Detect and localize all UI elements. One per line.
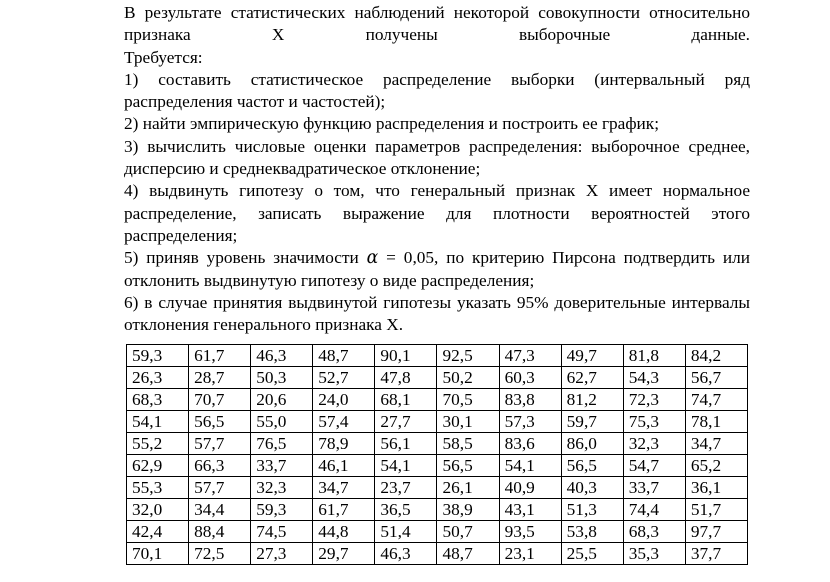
- table-cell: 26,3: [127, 367, 189, 389]
- table-cell: 61,7: [313, 499, 375, 521]
- task-4: 4) выдвинуть гипотезу о том, что генеральный признак X имеет нормальное распределение, записать выражение для плотности вероятностей этого распределения;: [124, 181, 750, 245]
- table-cell: 48,7: [313, 345, 375, 367]
- table-cell: 53,8: [561, 521, 623, 543]
- table-cell: 56,5: [437, 455, 499, 477]
- table-cell: 68,3: [623, 521, 685, 543]
- table-cell: 27,7: [375, 411, 437, 433]
- table-cell: 78,9: [313, 433, 375, 455]
- table-cell: 49,7: [561, 345, 623, 367]
- table-cell: 72,3: [623, 389, 685, 411]
- table-cell: 42,4: [127, 521, 189, 543]
- table-cell: 20,6: [251, 389, 313, 411]
- table-cell: 46,3: [375, 543, 437, 565]
- table-cell: 86,0: [561, 433, 623, 455]
- table-cell: 32,0: [127, 499, 189, 521]
- table-cell: 40,3: [561, 477, 623, 499]
- table-cell: 56,1: [375, 433, 437, 455]
- table-cell: 55,3: [127, 477, 189, 499]
- table-cell: 36,5: [375, 499, 437, 521]
- table-cell: 68,3: [127, 389, 189, 411]
- table-cell: 34,7: [313, 477, 375, 499]
- table-cell: 84,2: [685, 345, 747, 367]
- table-cell: 83,8: [499, 389, 561, 411]
- intro-paragraph: В результате статистических наблюдений некоторой совокупности относительно признака X получены выборочные данные.: [124, 3, 750, 45]
- table-cell: 83,6: [499, 433, 561, 455]
- table-cell: 50,7: [437, 521, 499, 543]
- table-cell: 57,7: [189, 433, 251, 455]
- table-cell: 50,2: [437, 367, 499, 389]
- table-cell: 57,4: [313, 411, 375, 433]
- table-cell: 43,1: [499, 499, 561, 521]
- table-cell: 60,3: [499, 367, 561, 389]
- table-row: [127, 411, 748, 433]
- table-cell: 48,7: [437, 543, 499, 565]
- task-3: 3) вычислить числовые оценки параметров распределения: выборочное среднее, дисперсию и среднеквадратическое отклонение;: [124, 136, 750, 179]
- task-1: 1) составить статистическое распределение выборки (интервальный ряд распределения частот и частостей);: [124, 69, 750, 112]
- table-cell: 28,7: [189, 367, 251, 389]
- table-row: [127, 521, 748, 543]
- table-cell: 54,1: [127, 411, 189, 433]
- table-cell: 52,7: [313, 367, 375, 389]
- table-row: [127, 345, 748, 367]
- task-5-suffix: , по критерию Пирсона подтвердить или отклонить выдвинутую гипотезу о виде распределения;: [124, 248, 750, 290]
- table-cell: 30,1: [437, 411, 499, 433]
- table-cell: 57,3: [499, 411, 561, 433]
- table-cell: 34,7: [685, 433, 747, 455]
- sample-data-table: [126, 344, 748, 565]
- table-cell: 26,1: [437, 477, 499, 499]
- table-cell: 81,8: [623, 345, 685, 367]
- table-cell: 68,1: [375, 389, 437, 411]
- table-cell: 57,7: [189, 477, 251, 499]
- table-cell: 33,7: [251, 455, 313, 477]
- task-6: 6) в случае принятия выдвинутой гипотезы указать 95% доверительные интервалы отклонения генерального признака X.: [124, 292, 750, 335]
- table-cell: 32,3: [623, 433, 685, 455]
- table-cell: 56,5: [189, 411, 251, 433]
- table-cell: 93,5: [499, 521, 561, 543]
- table-cell: 92,5: [437, 345, 499, 367]
- table-cell: 51,7: [685, 499, 747, 521]
- table-cell: 59,3: [127, 345, 189, 367]
- table-cell: 37,7: [685, 543, 747, 565]
- table-cell: 50,3: [251, 367, 313, 389]
- table-cell: 74,5: [251, 521, 313, 543]
- alpha-value: = 0,05: [378, 248, 435, 268]
- table-row: [127, 455, 748, 477]
- sample-data-body: [127, 345, 748, 565]
- table-cell: 70,5: [437, 389, 499, 411]
- table-cell: 27,3: [251, 543, 313, 565]
- task-2: 2) найти эмпирическую функцию распределения и построить ее график;: [124, 114, 659, 134]
- table-cell: 61,7: [189, 345, 251, 367]
- table-cell: 51,4: [375, 521, 437, 543]
- table-cell: 58,5: [437, 433, 499, 455]
- required-label: Требуется:: [124, 47, 203, 67]
- table-cell: 75,3: [623, 411, 685, 433]
- table-cell: 70,1: [127, 543, 189, 565]
- table-cell: 74,7: [685, 389, 747, 411]
- table-row: [127, 543, 748, 565]
- table-cell: 55,0: [251, 411, 313, 433]
- table-cell: 54,7: [623, 455, 685, 477]
- table-row: [127, 389, 748, 411]
- table-cell: 25,5: [561, 543, 623, 565]
- table-cell: 56,5: [561, 455, 623, 477]
- table-cell: 62,9: [127, 455, 189, 477]
- table-cell: 97,7: [685, 521, 747, 543]
- table-cell: 66,3: [189, 455, 251, 477]
- table-cell: 54,3: [623, 367, 685, 389]
- table-cell: 81,2: [561, 389, 623, 411]
- table-cell: 46,1: [313, 455, 375, 477]
- task-5-prefix: 5) приняв уровень значимости: [124, 248, 367, 268]
- table-row: [127, 367, 748, 389]
- task-5: [124, 247, 750, 292]
- table-cell: 72,5: [189, 543, 251, 565]
- table-cell: 44,8: [313, 521, 375, 543]
- table-row: [127, 499, 748, 521]
- table-cell: 78,1: [685, 411, 747, 433]
- table-cell: 34,4: [189, 499, 251, 521]
- table-cell: 46,3: [251, 345, 313, 367]
- table-cell: 24,0: [313, 389, 375, 411]
- problem-statement: [124, 2, 750, 336]
- table-cell: 90,1: [375, 345, 437, 367]
- table-cell: 33,7: [623, 477, 685, 499]
- table-cell: 47,3: [499, 345, 561, 367]
- table-cell: 23,7: [375, 477, 437, 499]
- table-cell: 32,3: [251, 477, 313, 499]
- table-cell: 62,7: [561, 367, 623, 389]
- table-cell: 29,7: [313, 543, 375, 565]
- table-cell: 88,4: [189, 521, 251, 543]
- table-cell: 70,7: [189, 389, 251, 411]
- table-cell: 54,1: [375, 455, 437, 477]
- table-cell: 59,7: [561, 411, 623, 433]
- table-cell: 54,1: [499, 455, 561, 477]
- table-cell: 38,9: [437, 499, 499, 521]
- table-cell: 59,3: [251, 499, 313, 521]
- table-cell: 76,5: [251, 433, 313, 455]
- table-cell: 47,8: [375, 367, 437, 389]
- table-cell: 51,3: [561, 499, 623, 521]
- table-row: [127, 433, 748, 455]
- table-cell: 74,4: [623, 499, 685, 521]
- table-cell: 23,1: [499, 543, 561, 565]
- alpha-symbol: α: [366, 248, 379, 269]
- table-cell: 40,9: [499, 477, 561, 499]
- table-cell: 56,7: [685, 367, 747, 389]
- table-cell: 65,2: [685, 455, 747, 477]
- table-row: [127, 477, 748, 499]
- table-cell: 35,3: [623, 543, 685, 565]
- table-cell: 36,1: [685, 477, 747, 499]
- table-cell: 55,2: [127, 433, 189, 455]
